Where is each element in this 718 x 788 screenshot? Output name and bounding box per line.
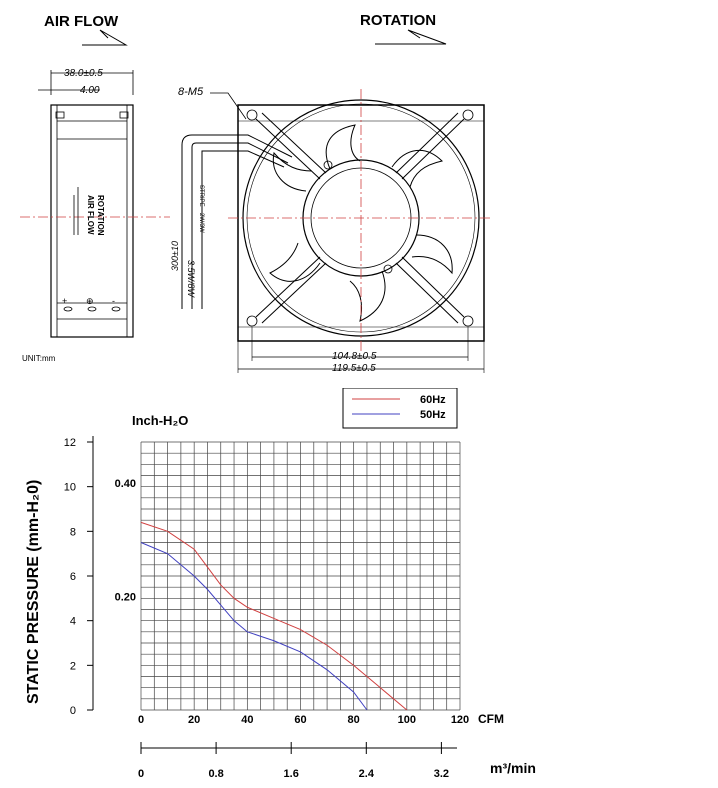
- cable-spec-2: 3.5W/8W: [186, 260, 196, 298]
- x-tick-label: 40: [241, 714, 254, 726]
- x-secondary-tick-label: 0: [137, 768, 145, 780]
- front-view-drawing: [170, 75, 490, 405]
- x-secondary-label: m³/min: [490, 760, 536, 776]
- connector-minus: -: [112, 296, 115, 306]
- chart-axes: [64, 436, 469, 780]
- legend: [343, 388, 457, 428]
- x-tick-label: 0: [137, 714, 145, 726]
- dim-frame: 119.5±0.5: [332, 363, 376, 374]
- unit-label: UNIT:mm: [22, 354, 56, 363]
- side-rotation-label: ROTATION: [96, 195, 105, 236]
- y-axis-label: STATIC PRESSURE (mm-H₂0): [25, 479, 42, 704]
- x-tick-label: 120: [450, 714, 470, 726]
- x-tick-label: 20: [188, 714, 201, 726]
- rotation-arrow-icon: [375, 30, 446, 44]
- y-tick-label: 6: [69, 571, 76, 583]
- x-secondary-tick-label: 1.6: [283, 768, 299, 780]
- x-axis-label: CFM: [478, 712, 504, 726]
- cable-spec-1: STRIPE: [198, 185, 204, 207]
- cable-length: 300±10: [170, 241, 180, 271]
- legend-label-60Hz: 60Hz: [420, 394, 446, 406]
- airflow-arrow-icon: [82, 30, 126, 45]
- connector-ground: ⊕: [86, 296, 94, 306]
- y-secondary-tick-label: 0.20: [114, 591, 136, 604]
- dim-flange: 4.00: [80, 85, 100, 96]
- series-line-50Hz: [141, 543, 367, 711]
- x-tick-label: 60: [294, 714, 307, 726]
- y-tick-label: 12: [63, 437, 76, 449]
- chart-grid: [141, 442, 460, 710]
- y-tick-label: 2: [69, 660, 76, 673]
- x-secondary-tick-label: 3.2: [433, 768, 450, 780]
- legend-label-50Hz: 50Hz: [420, 409, 446, 421]
- screw-label: 8-M5: [178, 86, 204, 98]
- x-tick-label: 80: [347, 714, 360, 726]
- side-airflow-label: AIR FLOW: [86, 195, 95, 235]
- header-arrows: [0, 0, 718, 60]
- side-view-drawing: [20, 55, 180, 375]
- y-tick-label: 10: [63, 481, 76, 494]
- x-secondary-tick-label: 0.8: [208, 768, 224, 780]
- dim-depth: 38.0±0.5: [64, 68, 103, 79]
- x-tick-label: 100: [397, 714, 417, 726]
- connector-plus: +: [62, 296, 68, 306]
- airflow-label: AIR FLOW: [44, 13, 119, 30]
- rotation-label: ROTATION: [360, 12, 437, 29]
- pq-chart: [0, 388, 718, 788]
- cable-spec-3: 2W/3W: [198, 213, 204, 233]
- x-secondary-tick-label: 2.4: [358, 768, 374, 780]
- y-tick-label: 4: [69, 615, 76, 628]
- y-secondary-tick-label: 0.40: [114, 478, 136, 491]
- y-tick-label: 8: [69, 526, 76, 539]
- y-secondary-label: Inch-H₂O: [132, 413, 189, 428]
- dim-hole-spacing: 104.8±0.5: [332, 351, 377, 362]
- y-tick-label: 0: [69, 705, 76, 717]
